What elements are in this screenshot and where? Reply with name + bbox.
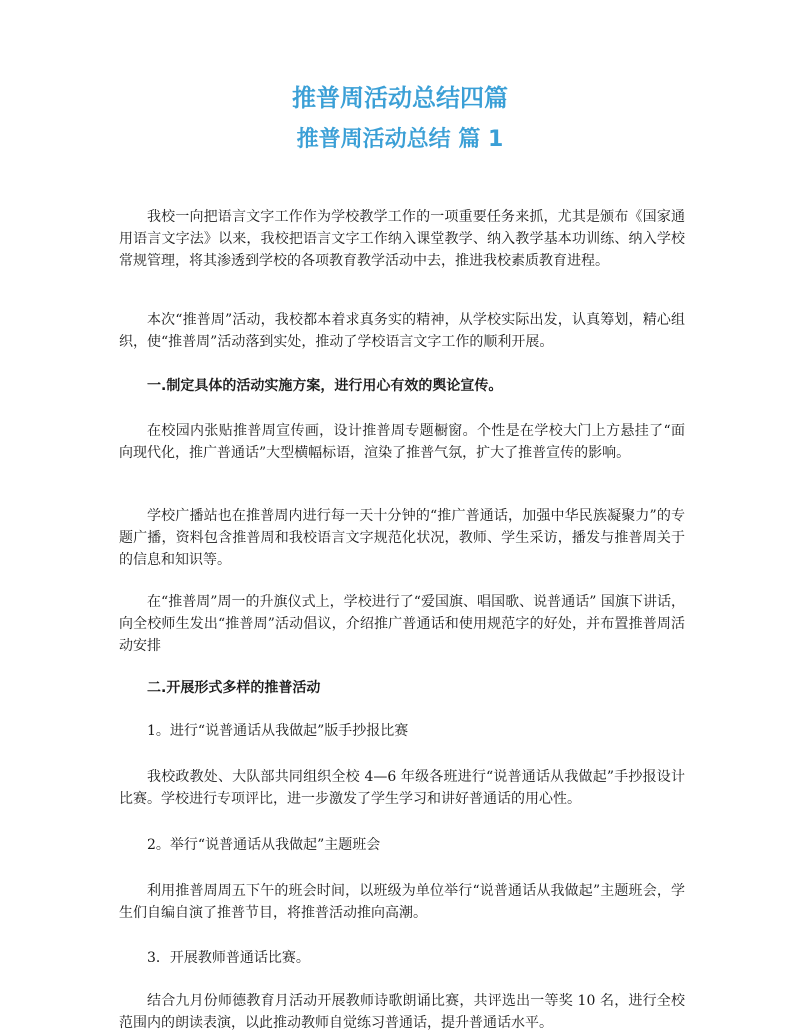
paragraph-teacher-contest: 结合九月份师德教育月活动开展教师诗歌朗诵比赛，共评选出一等奖 10 名，进行全校范围内的朗读表演，以此推动教师自觉练习普通话，提升普通话水平。 [119,993,685,1031]
paragraph-intro: 我校一向把语言文字工作作为学校教学工作的一项重要任务来抓，尤其是颁布《国家通用语言文字法》以来，我校把语言文字工作纳入课堂教学、纳入教学基本功训练、纳入学校常规管理，将其渗透到学校的各项教育教学活动中去，推进我校素质教育进程。 [119,209,685,269]
section-heading-1: 一.制定具体的活动实施方案，进行用心有效的舆论宣传。 [147,378,503,394]
paragraph-broadcast: 学校广播站也在推普周内进行每一天十分钟的“推广普通话，加强中华民族凝聚力”的专题广播，资料包含推普周和我校语言文字规范化状况，教师、学生采访，播发与推普周关于的信息和知识等。 [119,508,685,568]
paragraph-flag-ceremony: 在“推普周”周一的升旗仪式上，学校进行了“爱国旗、唱国歌、说普通话” 国旗下讲话，向全校师生发出“推普周”活动倡议，介绍推广普通话和使用规范字的好处，并布置推普周活动安排 [119,594,685,654]
section-heading-2: 二.开展形式多样的推普活动 [147,680,321,696]
document-title: 推普周活动总结四篇 [292,84,508,112]
document-subtitle: 推普周活动总结 篇 1 [296,127,504,152]
list-item-2: 2。举行“说普通话从我做起”主题班会 [147,837,381,853]
paragraph-campus-posters: 在校园内张贴推普周宣传画，设计推普周专题橱窗。个性是在学校大门上方悬挂了“面向现代化，推广普通话”大型横幅标语，渲染了推普气氛，扩大了推普宣传的影响。 [119,423,685,461]
list-item-1: 1。进行“说普通话从我做起”版手抄报比赛 [147,723,409,739]
paragraph-poster-contest: 我校政教处、大队部共同组织全校 4—6 年级各班进行“说普通话从我做起”手抄报设计比赛。学校进行专项评比，进一步激发了学生学习和讲好普通话的用心性。 [119,769,685,807]
list-item-3: 3．开展教师普通话比赛。 [147,950,310,966]
paragraph-class-meeting: 利用推普周周五下午的班会时间，以班级为单位举行“说普通话从我做起”主题班会，学生们自编自演了推普节目，将推普活动推向高潮。 [119,883,685,921]
paragraph-activity-overview: 本次“推普周”活动，我校都本着求真务实的精神，从学校实际出发，认真筹划，精心组织，使“推普周”活动落到实处，推动了学校语言文字工作的顺利开展。 [119,312,685,350]
